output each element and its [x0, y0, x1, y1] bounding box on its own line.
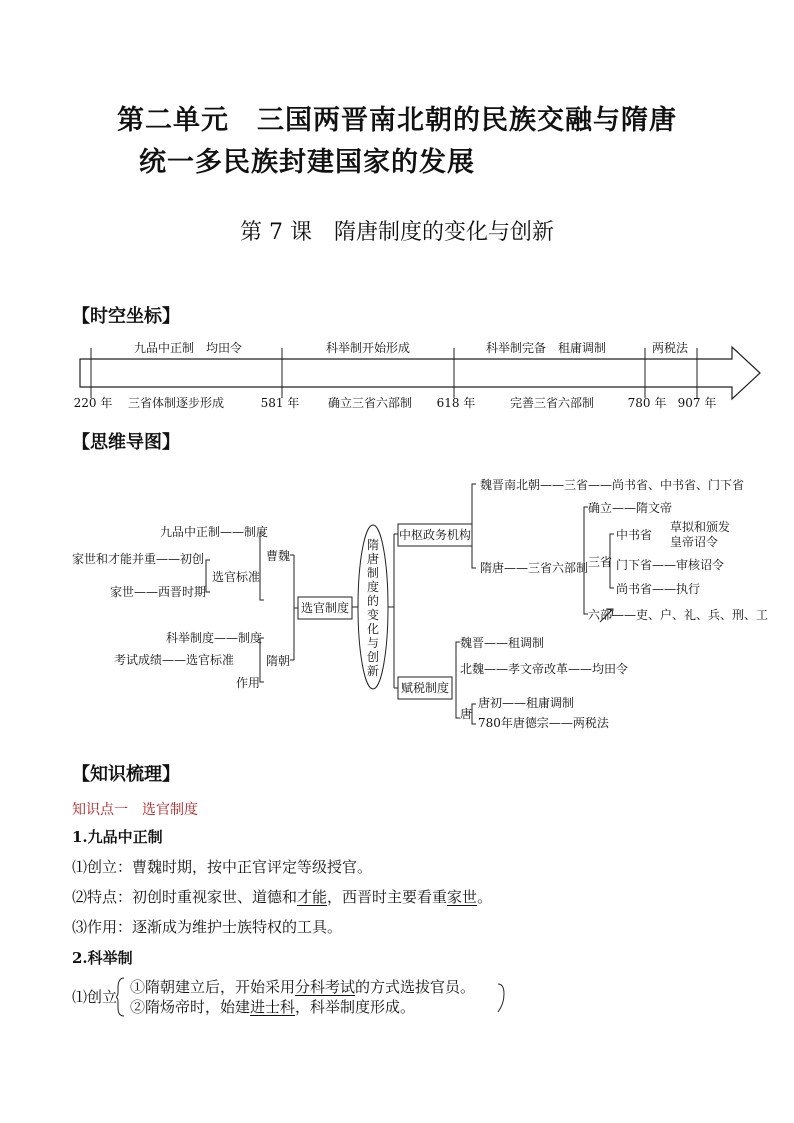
center-char: 度	[366, 580, 380, 594]
timeline-year: 780 年	[627, 396, 667, 410]
zhongshusheng-label: 中书省	[616, 528, 653, 542]
paragraph	[72, 886, 492, 907]
timeline-ticks	[91, 348, 697, 398]
timeline-bottom-label: 完善三省六部制	[509, 396, 595, 410]
center-char: 创	[366, 650, 380, 664]
knowledge-point-title: 知识点一 选官制度	[72, 802, 198, 818]
xuanguan-biaozhun-label: 选官标准	[212, 570, 261, 584]
center-char: 隋	[366, 538, 380, 552]
beiwei-label: 北魏——孝文帝改革——均田令	[460, 662, 629, 676]
jiashi-cai-label: 家世和才能并重——初创	[72, 552, 205, 566]
timeline-bottom-label: 确立三省六部制	[327, 396, 413, 410]
paragraph	[130, 996, 415, 1017]
liubu-label: 六部——吏、户、礼、兵、刑、工	[588, 608, 769, 622]
center-char: 化	[366, 622, 380, 636]
paragraph: ⑶作用：逐渐成为维护士族特权的工具。	[72, 918, 343, 936]
underlined-answer: 才能	[297, 888, 328, 906]
section-mindmap: 【思维导图】	[72, 432, 180, 453]
shangshu-label: 尚书省——执行	[616, 582, 701, 596]
caoni-label-1: 草拟和颁发	[670, 520, 731, 534]
weijin-label: 魏晋南北朝——三省——尚书省、中书省、门下省	[480, 478, 745, 492]
text-run: 的方式选拔官员。	[355, 978, 476, 996]
paragraph: ⑴创立：曹魏时期，按中正官评定等级授官。	[72, 858, 373, 876]
timeline-top-label: 科举制开始形成	[325, 341, 411, 355]
sansheng-label: 三省	[588, 555, 613, 569]
kj-label: ⑴创立	[72, 988, 118, 1006]
center-char: 唐	[366, 552, 380, 566]
queli-label: 确立——隋文帝	[588, 501, 673, 515]
fushui-label: 赋税制度	[400, 681, 450, 695]
center-char: 制	[366, 566, 380, 580]
weijin2-label: 魏晋——租调制	[460, 636, 545, 650]
suitang-label: 隋唐——三省六部制	[480, 561, 589, 575]
timeline-year: 618 年	[436, 396, 476, 410]
timeline-year: 581 年	[260, 396, 300, 410]
underlined-answer: 分科考试	[295, 978, 356, 996]
kaoshi-label: 考试成绩——选官标准	[114, 653, 235, 667]
center-char: 的	[366, 594, 380, 608]
text-run: ②隋炀帝时，始建	[130, 998, 251, 1016]
timeline-top-label: 科举制完备 租庸调制	[485, 341, 607, 355]
mindmap-diagram	[0, 470, 794, 740]
tang-label: 唐	[460, 707, 473, 721]
text-run: 。	[477, 888, 493, 906]
keju-label: 科举制度——制度	[166, 631, 263, 645]
jiuping-label: 九品中正制——制度	[160, 525, 269, 539]
subsection-title: 1.九品中正制	[72, 828, 163, 846]
section-timeline: 【时空坐标】	[72, 306, 180, 327]
zhongshu-label: 中枢政务机构	[398, 528, 472, 542]
caoni-label-2: 皇帝诏令	[670, 535, 719, 549]
underlined-answer: 进士科	[250, 998, 296, 1016]
timeline-year: 907 年	[677, 396, 717, 410]
dezong-label: 780年唐德宗——两税法	[478, 716, 609, 730]
timeline-top-label: 两税法	[651, 341, 689, 355]
center-char: 与	[366, 636, 380, 650]
center-char: 变	[366, 608, 380, 622]
text-run: ⑵特点：初创时重视家世、道德和	[72, 888, 298, 906]
unit-title-line2: 统一多民族封建国家的发展	[139, 147, 475, 178]
timeline-year: 220 年	[73, 396, 113, 410]
paragraph	[130, 976, 475, 997]
text-run: ，科举制度形成。	[295, 998, 416, 1016]
timeline-diagram	[0, 330, 794, 420]
timeline-top-label: 九品中正制 均田令	[133, 341, 243, 355]
suichao-label: 隋朝	[266, 654, 291, 668]
subsection-title: 2.科举制	[72, 949, 133, 967]
tangchu-label: 唐初——租庸调制	[478, 696, 575, 710]
xuanguan-label: 选官制度	[300, 601, 350, 615]
center-char: 新	[366, 664, 380, 678]
section-knowledge: 【知识梳理】	[72, 764, 180, 785]
underlined-answer: 家世	[447, 888, 478, 906]
zuoyong-label: 作用	[236, 676, 261, 690]
timeline-bottom-label: 三省体制逐步形成	[127, 396, 225, 410]
unit-title-line1: 第二单元 三国两晋南北朝的民族交融与隋唐	[117, 105, 677, 136]
text-run: ，西晋时主要看重	[327, 888, 448, 906]
menxia-label: 门下省——审核诏令	[616, 558, 725, 572]
caowei-label: 曹魏	[266, 549, 291, 563]
jiashi-label: 家世——西晋时期	[110, 585, 207, 599]
text-run: ①隋朝建立后，开始采用	[130, 978, 296, 996]
lesson-title: 第 7 课 隋唐制度的变化与创新	[240, 220, 554, 245]
